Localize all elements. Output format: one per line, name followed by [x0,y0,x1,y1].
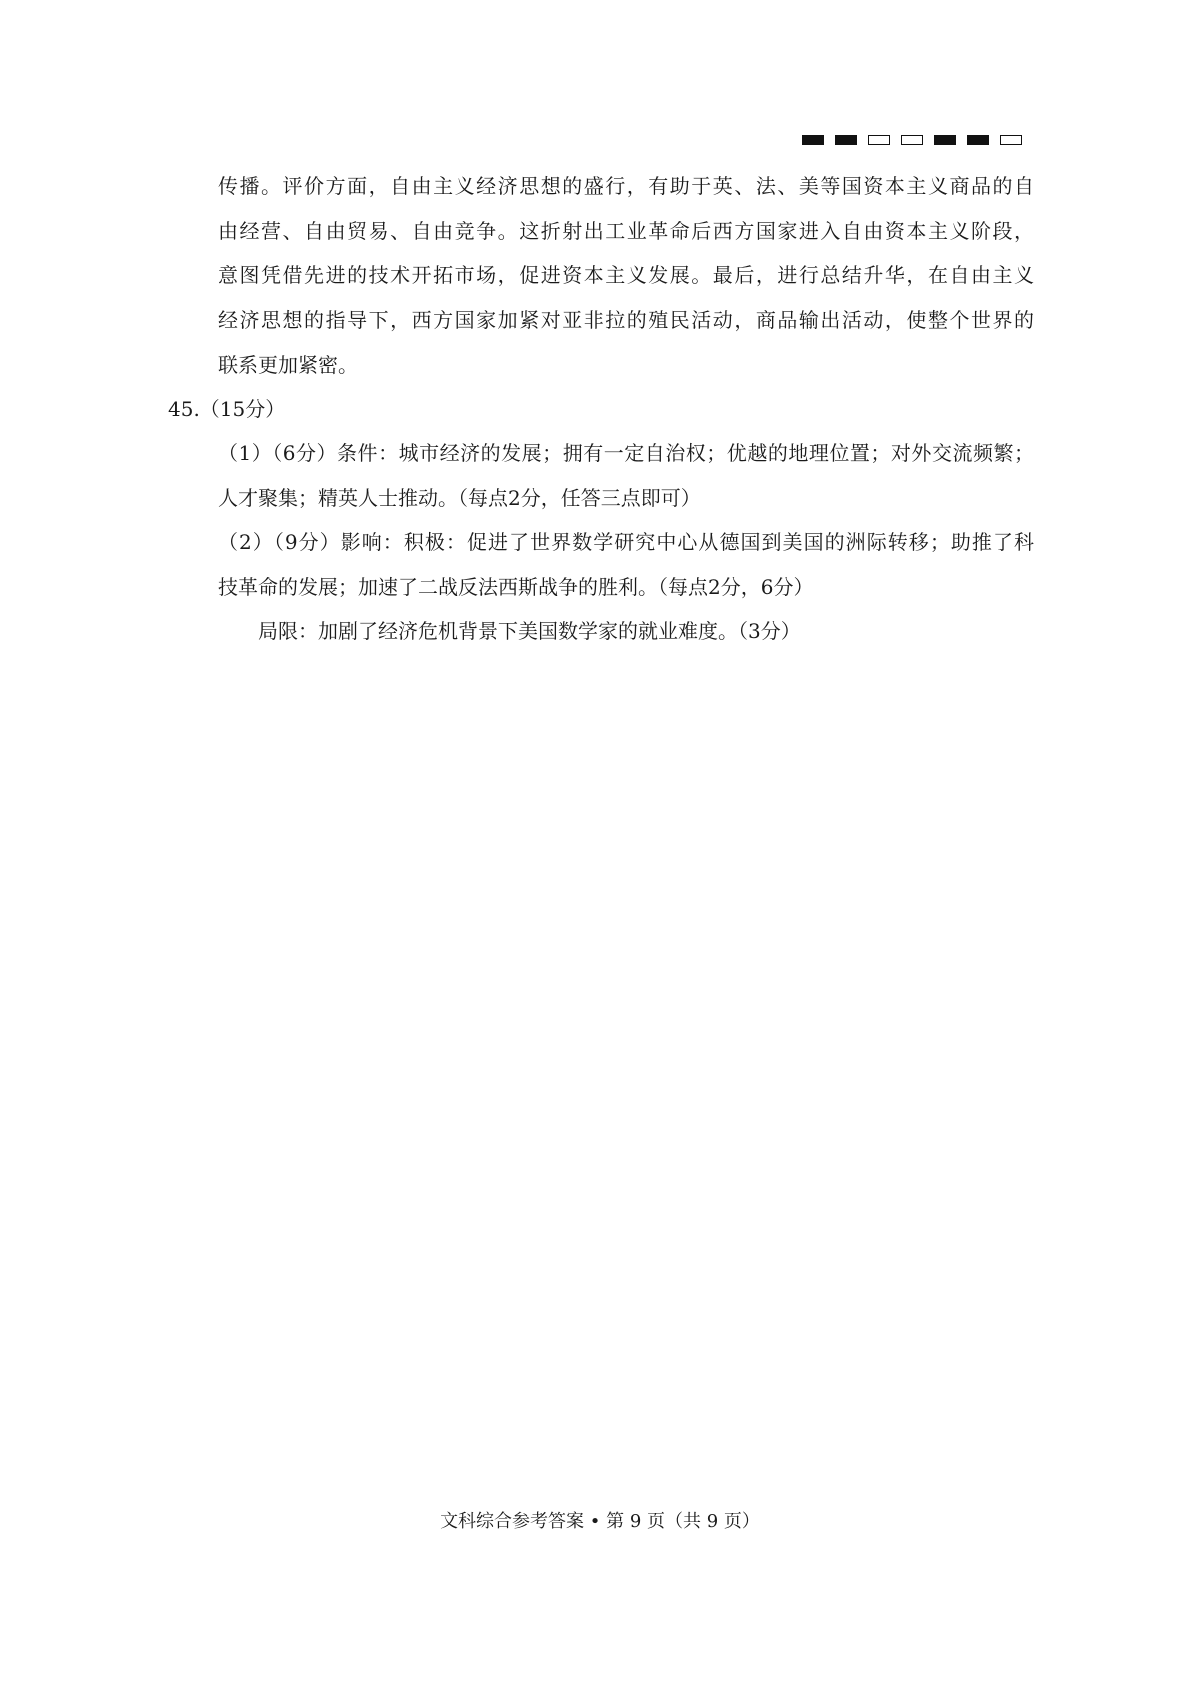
question-45-limitation: 局限：加剧了经济危机背景下美国数学家的就业难度。（3分） [258,619,801,643]
header-mark [967,135,989,145]
question-45-part2-line: 技革命的发展；加速了二战反法西斯战争的胜利。（每点2分，6分） [218,575,814,599]
question-45-part1-line: 人才聚集；精英人士推动。（每点2分，任答三点即可） [218,486,701,510]
question-45-title: 45.（15分） [168,397,286,421]
paragraph-line: 传播。评价方面，自由主义经济思想的盛行，有助于英、法、美等国资本主义商品的自 [218,174,1034,198]
header-mark [934,135,956,145]
header-mark [901,135,923,145]
question-45-part1-line: （1）（6分）条件：城市经济的发展；拥有一定自治权；优越的地理位置；对外交流频繁； [218,441,1034,465]
header-mark [1000,135,1022,145]
paragraph-line: 由经营、自由贸易、自由竞争。这折射出工业革命后西方国家进入自由资本主义阶段， [218,219,1034,243]
header-marks [802,135,1022,145]
header-mark [868,135,890,145]
paragraph-line: 联系更加紧密。 [218,353,358,377]
paragraph-line: 经济思想的指导下，西方国家加紧对亚非拉的殖民活动，商品输出活动，使整个世界的 [218,308,1034,332]
paragraph-line: 意图凭借先进的技术开拓市场，促进资本主义发展。最后，进行总结升华，在自由主义 [218,263,1034,287]
header-mark [802,135,824,145]
header-mark [835,135,857,145]
question-45-part2-line: （2）（9分）影响：积极：促进了世界数学研究中心从德国到美国的洲际转移；助推了科 [218,530,1034,554]
page-footer: 文科综合参考答案 • 第 9 页（共 9 页） [440,1511,760,1532]
